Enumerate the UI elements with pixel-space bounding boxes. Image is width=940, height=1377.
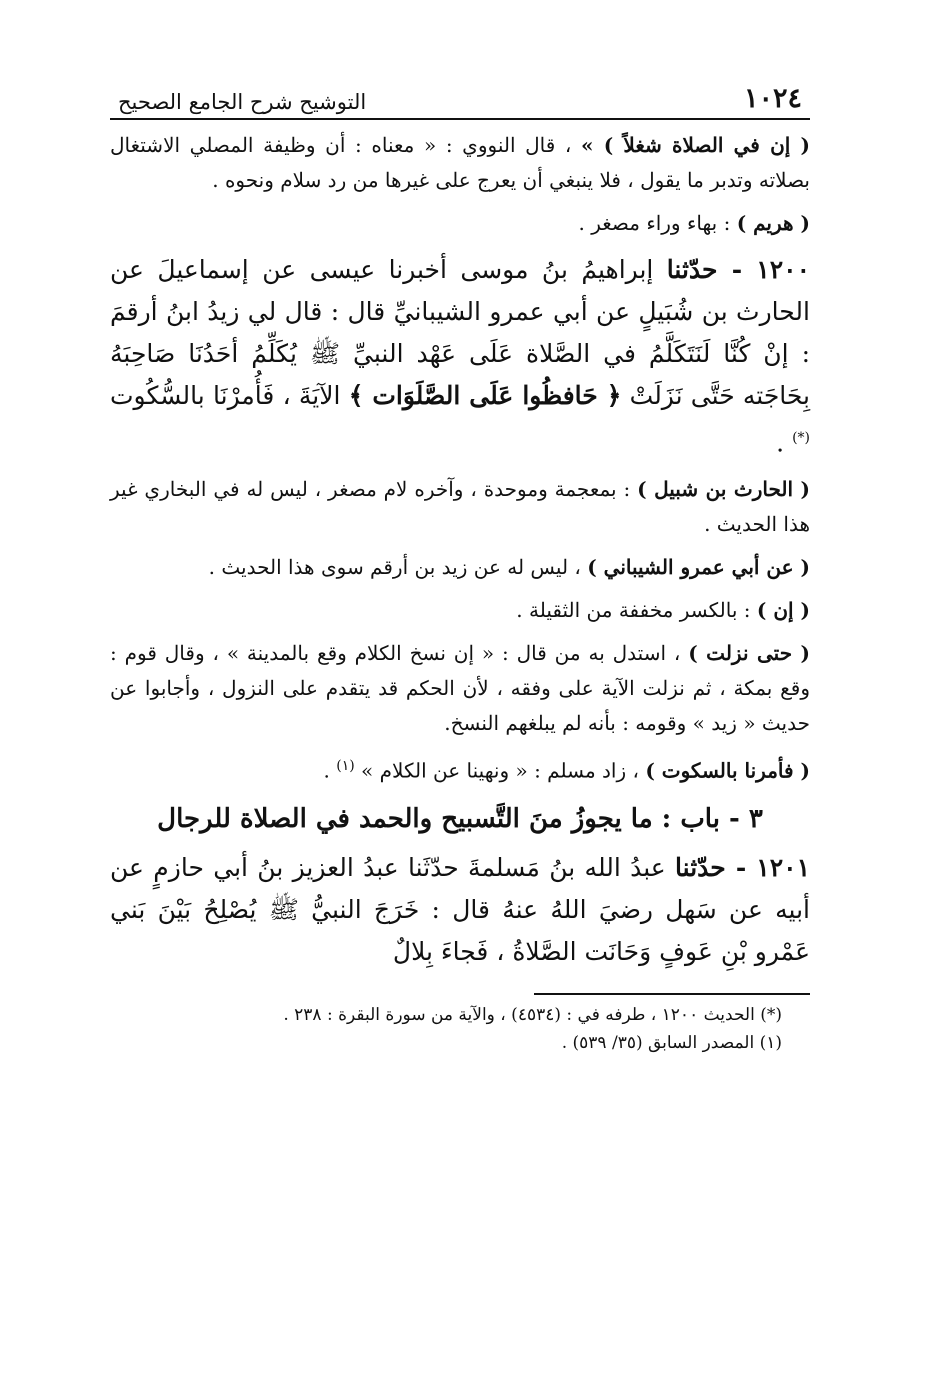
hadith-text: عبدُ الله بنُ مَسلمةَ حدّثَنا عبدُ العزيز بنُ أبي حازمٍ عن أبيه عن سَهل رضيَ اللهُ عنهُ قال : خَرَجَ النبيُّ ﷺ يُصْلِحُ بَيْنَ بَني عَمْرو بْنِ عَوفٍ وَحَانَت الصَّلاةُ ، فَجاءَ بِلالٌ — [110, 852, 810, 966]
page-number: ١٠٢٤ — [743, 83, 802, 114]
hadith-number-keyword: ١٢٠١ - حدّثنا — [675, 852, 810, 882]
commentary-paragraph — [110, 128, 810, 198]
commentary-text: ، زاد مسلم : « ونهينا عن الكلام » — [354, 758, 646, 783]
hadith-1201 — [110, 847, 810, 973]
footnotes — [110, 1001, 810, 1057]
commentary-paragraph — [110, 206, 810, 241]
hadith-text-continued: الآيَةَ ، فَأُمرْنَا بالسُّكُوت — [110, 381, 349, 410]
commentary-end: . — [323, 758, 337, 783]
commentary-keyword: ( هريم ) — [736, 211, 810, 235]
book-page — [110, 70, 810, 1057]
page-body — [110, 128, 810, 1057]
commentary-keyword: ( الحارث بن شبيل ) — [637, 477, 810, 502]
commentary-text: ، استدل به من قال : « إن نسخ الكلام وقع بالمدينة » ، وقال قوم : وقع بمكة ، ثم نزلت الآية على وفقه ، لأن الحكم قد يتقدم على النزول ، وأجابوا عن حديث « زيد » وقومه : بأنه لم يبلغهم النسخ. — [110, 641, 810, 736]
commentary-paragraph — [110, 593, 810, 628]
commentary-text: : بهاء وراء مصغر . — [578, 211, 737, 235]
footnote-2: (١) المصدر السابق (٣٥/ ٥٣٩) . — [561, 1032, 782, 1053]
commentary-keyword: ( إن في الصلاة شغلاً ) » — [581, 133, 810, 157]
commentary-text: : بالكسر مخففة من الثقيلة . — [516, 598, 757, 623]
hadith-text: إبراهيمُ بنُ موسى أخبرنا عيسى عن إسماعيلَ عن الحارث بن شُبَيلٍ عن أبي عمرو الشيبانيِّ قال : قال لي زيدُ ابنُ أرقمَ : إنْ كُنَّا لَنَتَكَلَّمُ في الصَّلاة عَلَى عَهْد النبيِّ ﷺ يُكَلِّمُ أحَدُنَا صَاحِبَهُ بِحَاجَته حَتَّى نَزَلَتْ — [110, 255, 811, 410]
footnote-marker: (*) — [792, 430, 810, 446]
commentary-paragraph — [110, 472, 810, 542]
quran-quote: ﴿ حَافظُوا عَلَى الصَّلَوَات ﴾ — [348, 381, 622, 410]
footnote-marker: (١) — [336, 758, 355, 775]
commentary-paragraph — [110, 636, 810, 741]
running-title: التوشيح شرح الجامع الصحيح — [118, 90, 367, 114]
page-header — [110, 70, 810, 120]
hadith-end: . — [776, 428, 793, 458]
chapter-heading: ٣ - باب : ما يجوزُ منَ التَّسبيح والحمد في الصلاة للرجال — [157, 803, 763, 834]
commentary-keyword: ( عن أبي عمرو الشيباني ) — [587, 555, 810, 580]
commentary-paragraph — [110, 550, 810, 585]
commentary-text: ، ليس له عن زيد بن أرقم سوى هذا الحديث . — [208, 555, 588, 580]
commentary-keyword: ( إن ) — [756, 598, 810, 623]
footnote-divider — [534, 993, 810, 995]
commentary-paragraph — [110, 749, 810, 789]
commentary-keyword: ( حتى نزلت ) — [688, 641, 811, 666]
footnote-1: (*) الحديث ١٢٠٠ ، طرفه في : (٤٥٣٤) ، والآية من سورة البقرة : ٢٣٨ . — [283, 1004, 782, 1025]
hadith-1200 — [110, 249, 810, 464]
commentary-keyword: ( فأمرنا بالسكوت ) — [645, 758, 810, 783]
commentary-text: : بمعجمة وموحدة ، وآخره لام مصغر ، ليس له في البخاري غير هذا الحديث . — [110, 477, 810, 537]
hadith-number-keyword: ١٢٠٠ - حدّثنا — [666, 255, 810, 284]
commentary-text: ، قال النووي : « معناه : أن وظيفة المصلي الاشتغال بصلاته وتدبر ما يقول ، فلا ينبغي أن يعرج على غيرها من رد سلام ونحوه . — [110, 133, 810, 192]
